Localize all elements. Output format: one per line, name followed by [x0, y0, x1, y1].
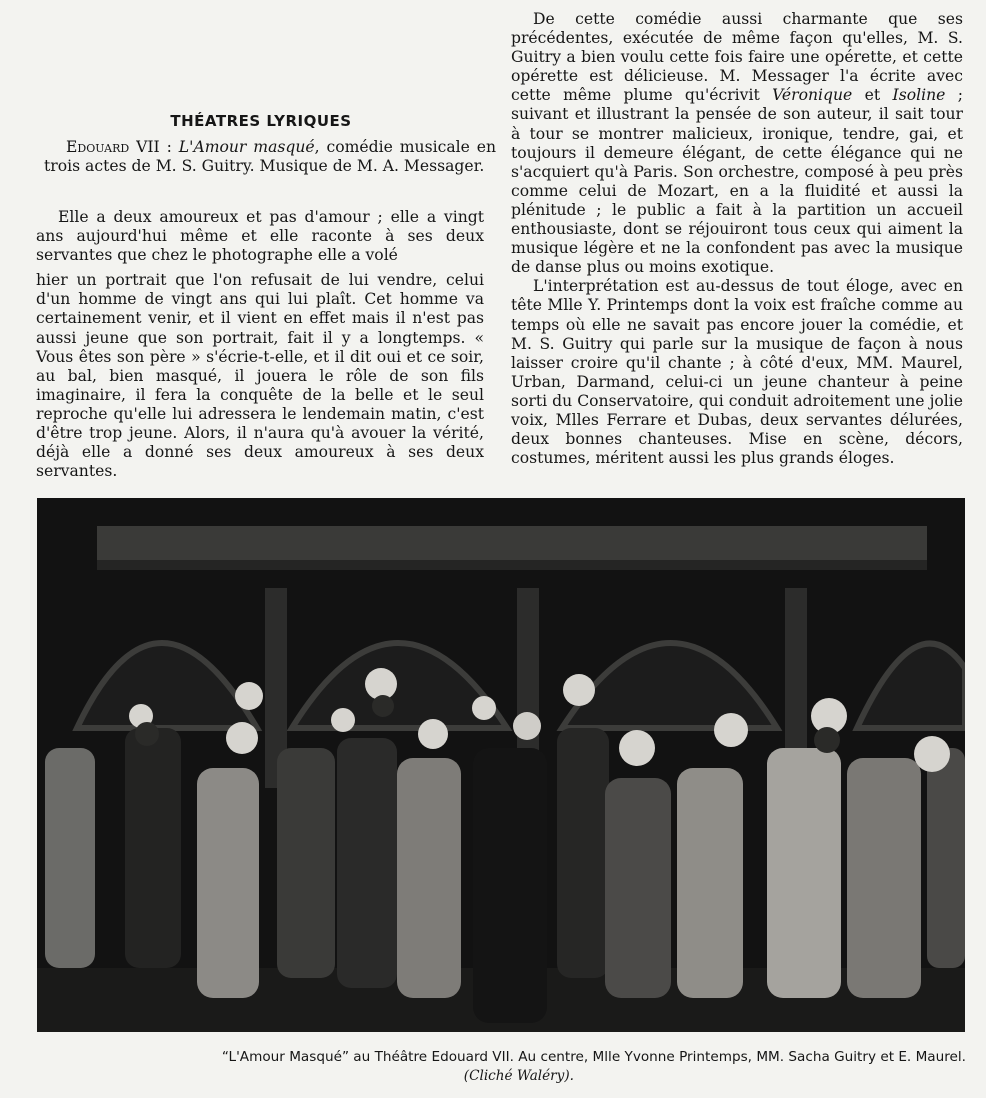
- synopsis-paragraph-2: hier un portrait que l'on refusait de lui vendre, celui d'un homme de vingt ans qui lui plaît. Cet homme va certainement venir, et il vient en effet mais il n'est pas aussi jeune que son portrait, fait il y a longtemps. « Vous êtes son père » s'écrie-t-elle, et il dit oui et ce soir, au bal, bien masqué, il jouera le rôle de son fils imaginaire, il fera la conquête de la belle et le seul reproche qu'elle lui adressera le lendemain matin, c'est d'être trop jeune. Alors, il n'aura qu'à avouer la vérité, déjà elle a donné ses deux amoureux à ses deux servantes.: [36, 271, 484, 481]
- caption-text: “L'Amour Masqué” au Théâtre Edouard VII. Au centre, Mlle Yvonne Printemps, MM. Sacha Guitry et E. Maurel.: [221, 1049, 966, 1065]
- synopsis-paragraph-1: Elle a deux amoureux et pas d'amour ; elle a vingt ans aujourd'hui même et elle raconte à ses deux servantes que chez le photographe elle a volé: [36, 208, 484, 265]
- stage-photograph: [37, 498, 965, 1032]
- venue-name: Edouard VII :: [66, 138, 172, 157]
- stage-photograph-illustration: [37, 498, 965, 1032]
- left-column-header: [26, 98, 496, 176]
- photo-credit: (Cliché Waléry).: [463, 1068, 574, 1084]
- left-column-body: [36, 208, 484, 481]
- right-column: [511, 10, 963, 468]
- photo-caption: [40, 1048, 966, 1086]
- review-paragraph-2: L'interprétation est au-dessus de tout éloge, avec en tête Mlle Y. Printemps dont la voix est fraîche comme au temps où elle ne savait pas encore jouer la comédie, et M. S. Guitry qui parle sur la musique de façon à nous laisser croire qu'il chante ; à côté d'eux, MM. Maurel, Urban, Darmand, celui-ci un jeune chanteur à peine sorti du Conservatoire, qui conduit adroitement une jolie voix, Mlles Ferrare et Dubas, deux servantes délurées, deux bonnes chanteuses. Mise en scène, décors, costumes, méritent aussi les plus grands éloges.: [511, 277, 963, 468]
- work-title-veronique: Véronique: [772, 86, 853, 105]
- play-details: , comédie musicale en trois actes de M. S. Guitry. Musique de M. A. Messager.: [44, 138, 497, 176]
- work-title-isoline: Isoline: [892, 86, 946, 105]
- play-title: L'Amour masqué: [178, 138, 315, 157]
- review-entry: [26, 138, 496, 176]
- review-paragraph-1: De cette comédie aussi charmante que ses précédentes, exécutée de même façon qu'elles, M. S. Guitry a bien voulu cette fois faire une opérette, et cette opérette est délicieuse. M. Messager l'a écrite avec cette même plume qu'écrivit Véronique et Isoline ; suivant et illustrant la pensée de son auteur, il sait tour à tour se montrer malicieux, ironique, tendre, gai, et toujours il demeure élégant, de cette élégance qui ne s'acquiert qu'à Paris. Son orchestre, composé à peu près comme celui de Mozart, en a la fluidité et aussi la plénitude ; le public a fait à la partition un accueil enthousiaste, dont se réjouiront tous ceux qui aiment la musique légère et ne la confondent pas avec la musique de danse plus ou moins exotique.: [511, 10, 963, 277]
- section-rubric: THÉATRES LYRIQUES: [170, 112, 352, 130]
